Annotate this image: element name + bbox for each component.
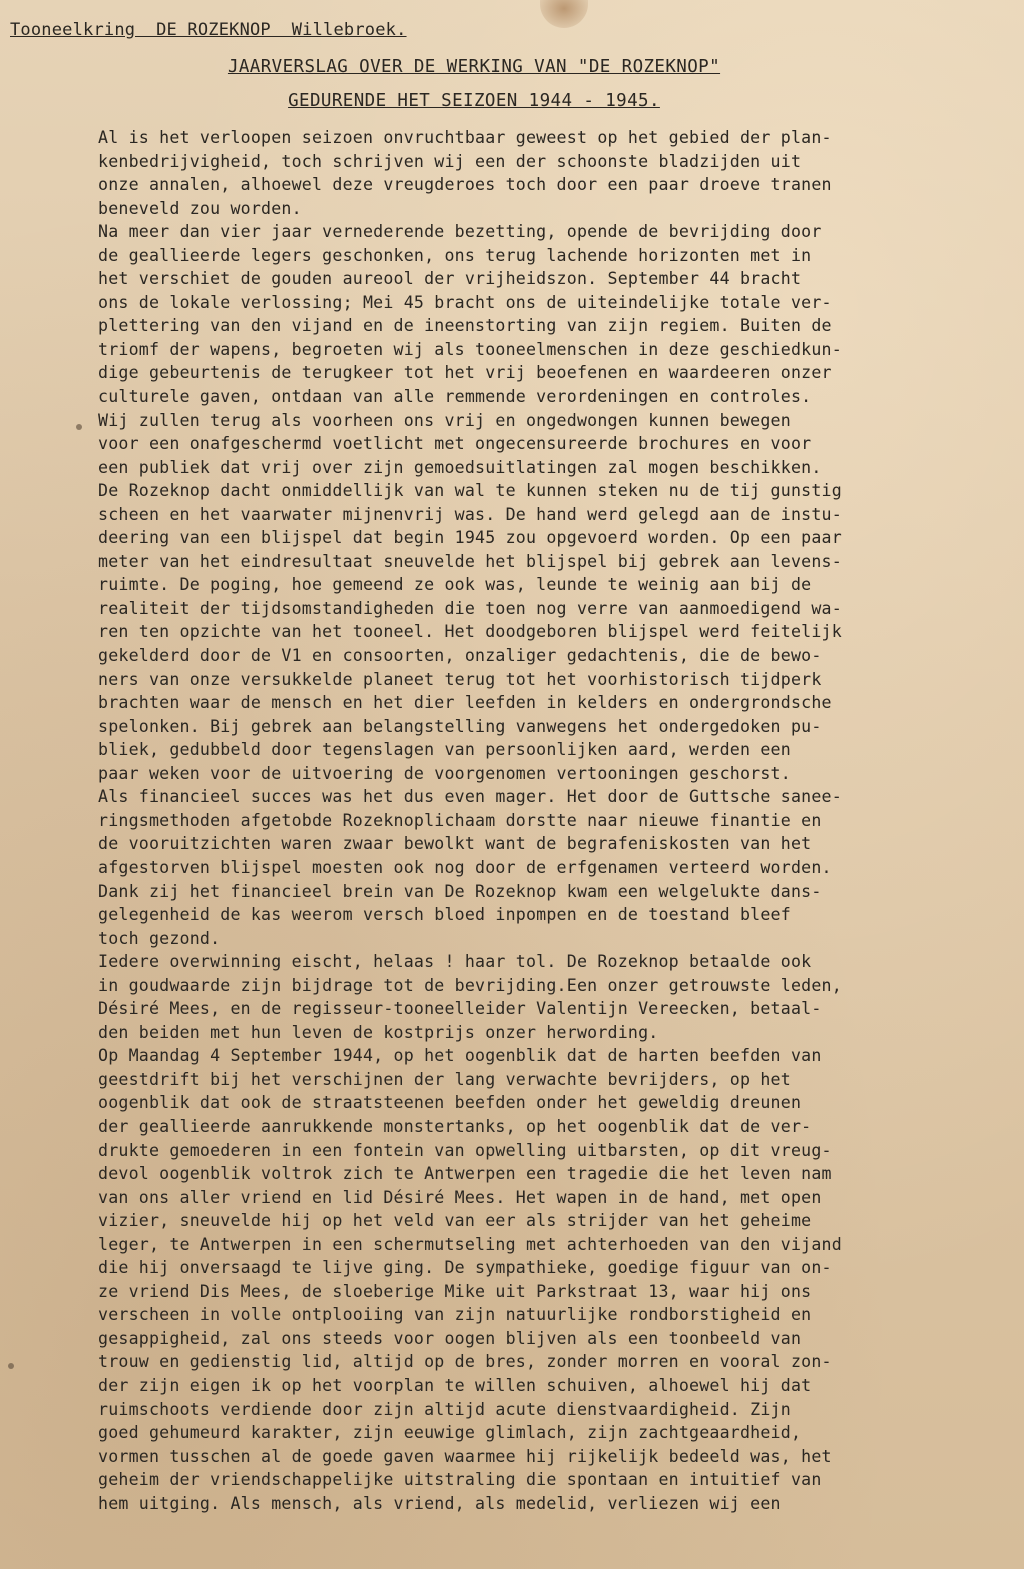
body-line: ruimschoots verdiende door zijn altijd acute dienstvaardigheid. Zijn [98, 1399, 791, 1419]
body-line: drukte gemoederen in een fontein van opwelling uitbarsten, op dit vreug- [98, 1140, 832, 1160]
body-line: in goudwaarde zijn bijdrage tot de bevrijding.Een onzer getrouwste leden, [98, 975, 842, 995]
body-line: triomf der wapens, begroeten wij als tooneelmenschen in deze geschiedkun- [98, 339, 842, 359]
body-line: goed gehumeurd karakter, zijn eeuwige glimlach, zijn zachtgeaardheid, [98, 1423, 802, 1443]
body-line: den beiden met hun leven de kostprijs onzer herwording. [98, 1022, 659, 1042]
body-line: oogenblik dat ook de straatsteenen beefden onder het geweldig dreunen [98, 1093, 802, 1113]
body-line: realiteit der tijdsomstandigheden die toen nog verre van aanmoedigend wa- [98, 598, 842, 618]
body-line: scheen en het vaarwater mijnenvrij was. De hand werd gelegd aan de instu- [98, 504, 842, 524]
body-line: vizier, sneuvelde hij op het veld van eer als strijder van het geheime [98, 1211, 812, 1231]
body-line: die hij onversaagd te lijve ging. De sympathieke, goedige figuur van on- [98, 1258, 832, 1278]
body-line: trouw en gedienstig lid, altijd op de bres, zonder morren en vooral zon- [98, 1352, 832, 1372]
body-line: vormen tusschen al de goede gaven waarmee hij rijkelijk bedeeld was, het [98, 1446, 832, 1466]
body-line: gesappigheid, zal ons steeds voor oogen blijven als een toonbeeld van [98, 1328, 802, 1348]
body-line: ons de lokale verlossing; Mei 45 bracht ons de uiteindelijke totale ver- [98, 292, 832, 312]
paper-speck [8, 1363, 14, 1369]
body-line: ringsmethoden afgetobde Rozeknoplichaam dorstte naar nieuwe finantie en [98, 810, 822, 830]
body-line: Al is het verloopen seizoen onvruchtbaar geweest op het gebied der plan- [98, 128, 832, 147]
paper-stain [540, 0, 588, 28]
report-body [98, 126, 1018, 1515]
body-line: Na meer dan vier jaar vernederende bezetting, opende de bevrijding door [98, 222, 822, 242]
body-line: geestdrift bij het verschijnen der lang verwachte bevrijders, op het [98, 1069, 791, 1089]
body-line: der geallieerde aanrukkende monstertanks, op het oogenblik dat de ver- [98, 1116, 812, 1136]
body-line: het verschiet de gouden aureool der vrijheidszon. September 44 bracht [98, 269, 802, 289]
body-line: ners van onze versukkelde planeet terug tot het voorhistorisch tijdperk [98, 669, 822, 689]
body-line: Wij zullen terug als voorheen ons vrij en ongedwongen kunnen bewegen [98, 410, 791, 430]
report-subtitle: GEDURENDE HET SEIZOEN 1944 - 1945. [288, 91, 660, 111]
body-line: gelegenheid de kas weerom versch bloed inpompen en de toestand bleef [98, 905, 791, 925]
body-line: toch gezond. [98, 928, 221, 948]
body-line: verscheen in volle ontplooiing van zijn natuurlijke rondborstigheid en [98, 1305, 812, 1325]
body-line: Als financieel succes was het dus even mager. Het door de Guttsche sanee- [98, 787, 842, 807]
body-line: onze annalen, alhoewel deze vreugderoes toch door een paar droeve tranen [98, 175, 832, 195]
body-line: De Rozeknop dacht onmiddellijk van wal te kunnen steken nu de tij gunstig [98, 481, 842, 501]
body-line: Iedere overwinning eischt, helaas ! haar tol. De Rozeknop betaalde ook [98, 952, 812, 972]
body-line: een publiek dat vrij over zijn gemoedsuitlatingen zal mogen beschikken. [98, 457, 822, 477]
body-line: ruimte. De poging, hoe gemeend ze ook was, leunde te weinig aan bij de [98, 575, 812, 595]
body-line: beneveld zou worden. [98, 198, 302, 218]
body-line: meter van het eindresultaat sneuvelde het blijspel bij gebrek aan levens- [98, 551, 842, 571]
body-line: Dank zij het financieel brein van De Rozeknop kwam een welgelukte dans- [98, 881, 822, 901]
body-line: brachten waar de mensch en het dier leefden in kelders en ondergrondsche [98, 693, 832, 713]
body-line: devol oogenblik voltrok zich te Antwerpen een tragedie die het leven nam [98, 1164, 832, 1184]
paper-speck [76, 424, 82, 430]
report-title: JAARVERSLAG OVER DE WERKING VAN "DE ROZEKNOP" [227, 57, 721, 77]
body-line: kenbedrijvigheid, toch schrijven wij een der schoonste bladzijden uit [98, 151, 802, 171]
body-line: ren ten opzichte van het tooneel. Het doodgeboren blijspel werd feitelijk [98, 622, 842, 642]
body-line: dige gebeurtenis de terugkeer tot het vrij beoefenen en waardeeren onzer [98, 363, 832, 383]
body-line: culturele gaven, ontdaan van alle remmende verordeningen en controles. [98, 387, 812, 407]
body-line: paar weken voor de uitvoering de voorgenomen vertooningen geschorst. [98, 763, 791, 783]
body-line: der zijn eigen ik op het voorplan te willen schuiven, alhoewel hij dat [98, 1375, 812, 1395]
body-line: plettering van den vijand en de ineenstorting van zijn regiem. Buiten de [98, 316, 832, 336]
body-line: Op Maandag 4 September 1944, op het oogenblik dat de harten beefden van [98, 1046, 822, 1066]
body-line: geheim der vriendschappelijke uitstraling die spontaan en intuitief van [98, 1470, 822, 1490]
body-line: hem uitging. Als mensch, als vriend, als medelid, verliezen wij een [98, 1493, 781, 1513]
body-line: bliek, gedubbeld door tegenslagen van persoonlijken aard, werden een [98, 740, 791, 760]
body-line: de vooruitzichten waren zwaar bewolkt want de begrafeniskosten van het [98, 834, 812, 854]
body-line: deering van een blijspel dat begin 1945 zou opgevoerd worden. Op een paar [98, 528, 842, 548]
body-line: voor een onafgeschermd voetlicht met ongecensureerde brochures en voor [98, 434, 812, 454]
body-line: de geallieerde legers geschonken, ons terug lachende horizonten met in [98, 245, 812, 265]
body-line: afgestorven blijspel moesten ook nog door de erfgenamen verteerd worden. [98, 857, 832, 877]
body-line: ze vriend Dis Mees, de sloeberige Mike uit Parkstraat 13, waar hij ons [98, 1281, 812, 1301]
body-line: leger, te Antwerpen in een schermutseling met achterhoeden van den vijand [98, 1234, 842, 1254]
body-line: Désiré Mees, en de regisseur-tooneelleider Valentijn Vereecken, betaal- [98, 999, 822, 1019]
body-line: gekelderd door de V1 en consoorten, onzaliger gedachtenis, die de bewo- [98, 646, 822, 666]
body-line: van ons aller vriend en lid Désiré Mees. Het wapen in de hand, met open [98, 1187, 822, 1207]
body-line: spelonken. Bij gebrek aan belangstelling vanwegens het ondergedoken pu- [98, 716, 822, 736]
society-header: Tooneelkring DE ROZEKNOP Willebroek. [10, 20, 407, 40]
